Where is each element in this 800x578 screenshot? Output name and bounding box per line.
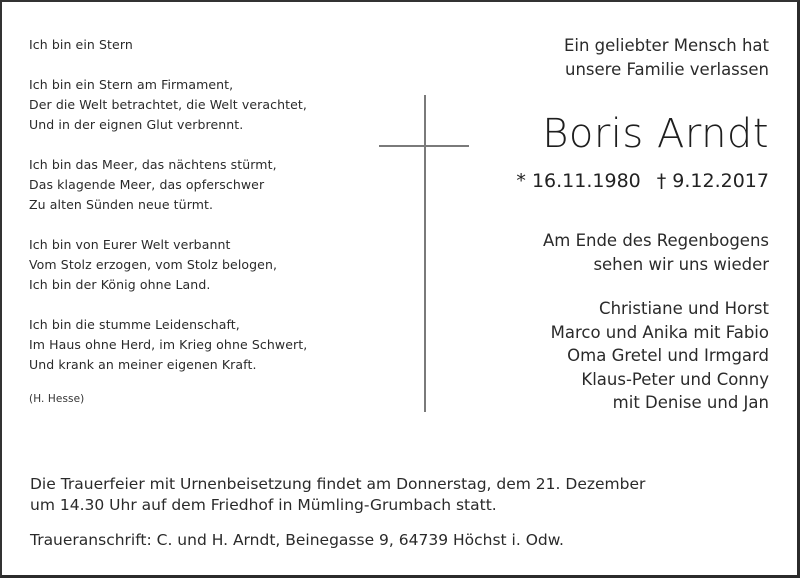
intro-text [564,34,769,82]
mourner: Marco und Anika mit Fabio [550,322,769,342]
life-dates [516,168,769,194]
poem-line: Zu alten Sünden neue türmt. [29,197,214,212]
poem-line: Ich bin der König ohne Land. [29,277,211,292]
poem-title-stanza [29,35,307,55]
death-date: † 9.12.2017 [656,170,769,192]
mourning-address: Traueranschrift: C. und H. Arndt, Beinegasse 9, 64739 Höchst i. Odw. [30,531,564,549]
poem-stanza [29,315,307,375]
poem-line: Ich bin die stumme Leidenschaft, [29,317,240,332]
poem-author: (H. Hesse) [29,393,85,405]
poem-line: Der die Welt betrachtet, die Welt verachtet, [29,97,308,112]
mourner: mit Denise und Jan [612,393,769,412]
memorial-quote [543,229,769,276]
intro-line: Ein geliebter Mensch hat [563,36,769,55]
quote-line: sehen wir uns wieder [593,254,769,274]
quote-line: Am Ende des Regenbogens [542,231,769,250]
poem-line: Ich bin von Eurer Welt verbannt [29,237,231,252]
poem-line: Und in der eignen Glut verbrennt. [29,117,244,132]
intro-line: unsere Familie verlassen [565,60,769,79]
poem-title: Ich bin ein Stern [29,37,133,52]
poem-line: Ich bin ein Stern am Firmament, [29,77,234,92]
poem-line: Vom Stolz erzogen, vom Stolz belogen, [29,257,278,272]
mourner: Christiane und Horst [599,299,769,318]
mourner: Oma Gretel und Irmgard [567,346,769,365]
poem-stanza [29,75,307,135]
poem-stanza [29,155,307,215]
poem-line: Und krank an meiner eigenen Kraft. [29,357,257,372]
cross-vertical-beam [424,95,426,412]
funeral-line: Die Trauerfeier mit Urnenbeisetzung findet am Donnerstag, dem 21. Dezember [30,475,646,493]
funeral-line: um 14.30 Uhr auf dem Friedhof in Mümling-Grumbach statt. [30,496,497,514]
poem-stanza [29,235,307,295]
poem-line: Das klagende Meer, das opferschwer [29,177,265,192]
deceased-name: Boris Arndt [542,111,769,157]
cross-horizontal-beam [379,145,469,147]
mourner: Klaus-Peter und Conny [581,369,769,389]
mourners-list [551,297,769,415]
poem-line: Ich bin das Meer, das nächtens stürmt, [29,157,277,172]
poem-line: Im Haus ohne Herd, im Krieg ohne Schwert, [29,337,308,352]
birth-date: * 16.11.1980 [516,170,641,192]
poem [29,35,307,409]
funeral-notice [30,474,645,516]
